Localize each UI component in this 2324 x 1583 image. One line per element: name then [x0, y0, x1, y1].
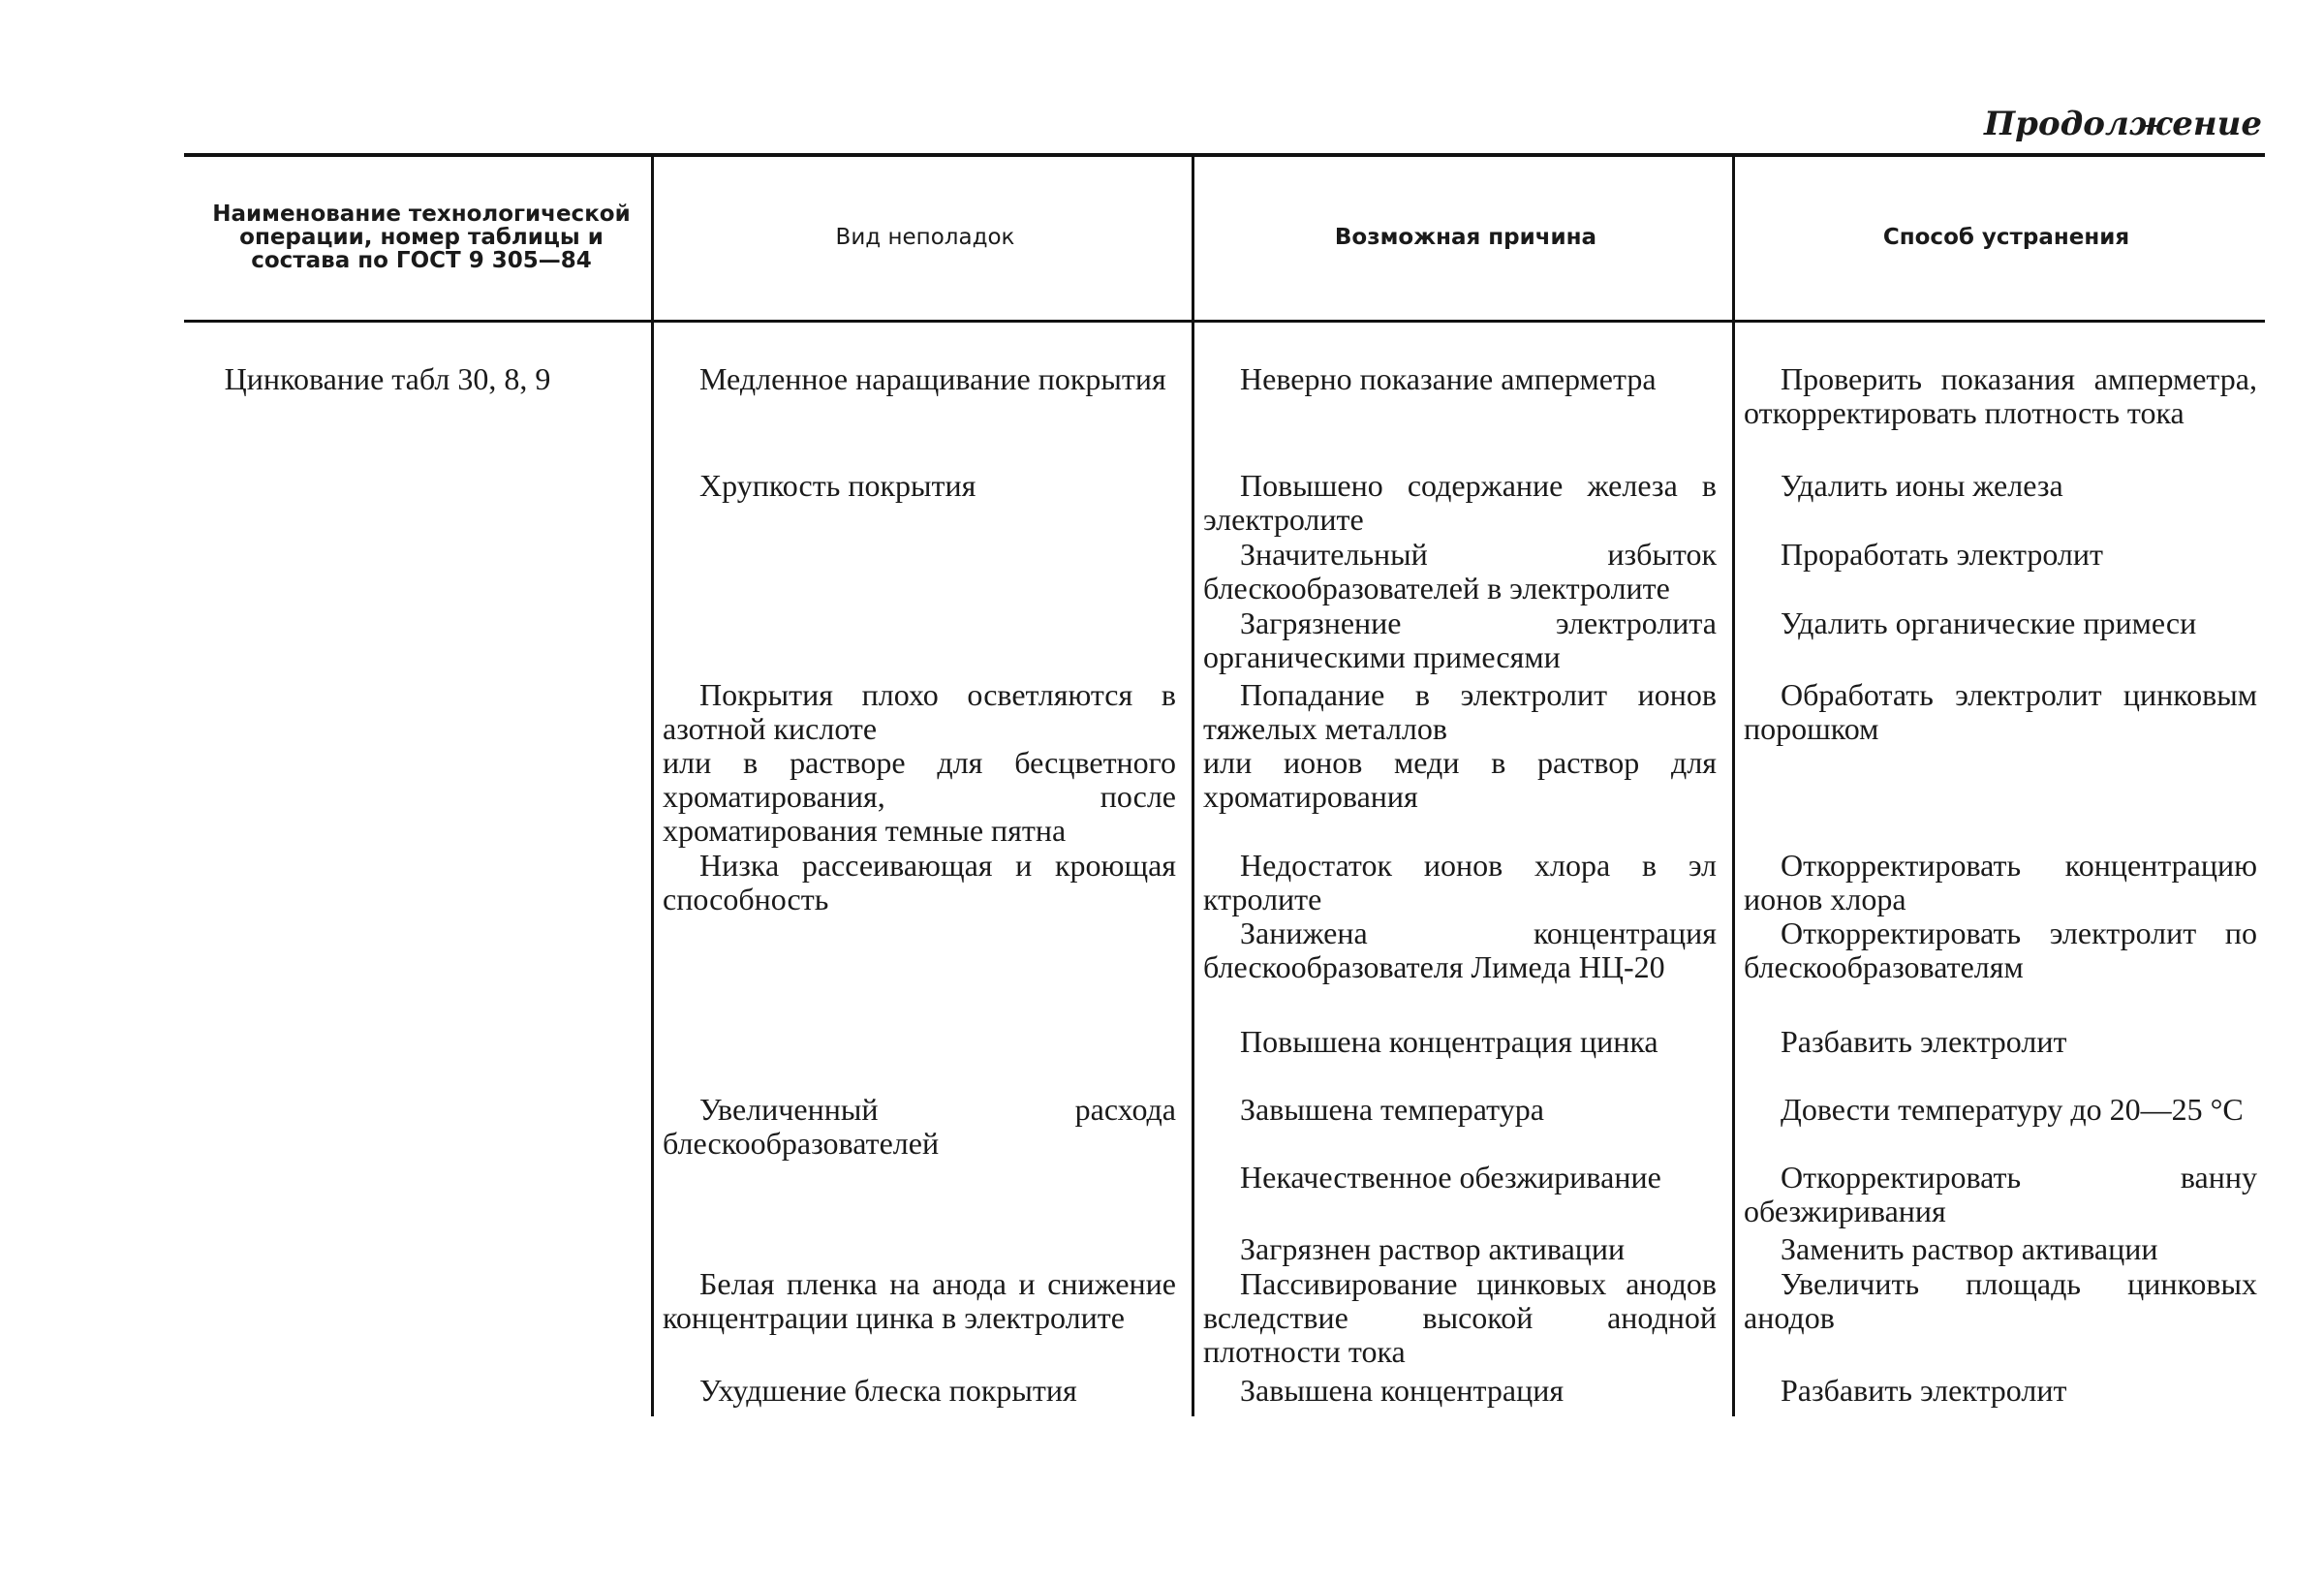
remedy-item: Удалить ионы железа: [1781, 468, 2063, 503]
cause-item: Повышено содержание железа в электролите: [1203, 468, 1717, 537]
column-divider-1: [651, 157, 654, 1416]
remedy-item: Разбавить электролит: [1781, 1373, 2067, 1408]
remedy-item: Разбавить электролит: [1781, 1024, 2067, 1059]
cause-item: Завышена температура: [1240, 1092, 1544, 1127]
cause-item: Неверно показание амперметра: [1240, 361, 1657, 396]
cause-item: Загрязнение электролита органическими примесями: [1203, 605, 1717, 674]
column-divider-3: [1732, 157, 1735, 1416]
header-operation: Наименование технологической операции, номер таблицы и состава по ГОСТ 9 305—84: [212, 202, 631, 273]
defect-item: Белая пленка на анода и снижение концентрации цинка в электролите: [663, 1266, 1176, 1335]
defect-item: Увеличенный расхода блескообразователей: [663, 1092, 1176, 1161]
header-remedy: Способ устранения: [1882, 225, 2130, 250]
cause-item: или ионов меди в раствор для хроматирования: [1203, 745, 1717, 814]
remedy-item: Откорректировать электролит по блескообразователям: [1744, 916, 2257, 984]
defect-item: Низка рассеивающая и кроющая способность: [663, 848, 1176, 916]
remedy-item: Откорректировать концентрацию ионов хлора: [1744, 848, 2257, 916]
remedy-item: Удалить органические примеси: [1781, 605, 2197, 640]
cause-item: Пассивирование цинковых анодов вследствие высокой анодной плотности тока: [1203, 1266, 1717, 1369]
remedy-item: Заменить раствор активации: [1781, 1231, 2158, 1266]
cause-item: Попадание в электролит ионов тяжелых металлов: [1203, 677, 1717, 746]
defect-item: Медленное наращивание покрытия: [699, 361, 1166, 396]
remedy-item: Проработать электролит: [1781, 537, 2103, 572]
cause-item: Завышена концентрация: [1240, 1373, 1565, 1408]
cause-item: Некачественное обезжиривание: [1240, 1160, 1661, 1195]
header-bottom-rule: [184, 320, 2265, 323]
defect-item: или в растворе для бесцветного хроматирования, после хроматирования темные пятна: [663, 745, 1176, 848]
defect-item: Покрытия плохо осветляются в азотной кислоте: [663, 677, 1176, 746]
remedy-item: Обработать электролит цинковым порошком: [1744, 677, 2257, 746]
column-divider-2: [1192, 157, 1194, 1416]
defect-item: Ухудшение блеска покрытия: [699, 1373, 1077, 1408]
cause-item: Повышена концентрация цинка: [1240, 1024, 1658, 1059]
continuation-label: Продолжение: [1984, 105, 2262, 143]
cause-item: Недостаток ионов хлора в эл ктролите: [1203, 848, 1717, 916]
defect-item: Хрупкость покрытия: [699, 468, 976, 503]
operation-cell: Цинкование табл 30, 8, 9: [224, 361, 551, 396]
remedy-item: Проверить показания амперметра, откорректировать плотность тока: [1744, 361, 2257, 430]
cause-item: Значительный избыток блескообразователей в электролите: [1203, 537, 1717, 605]
header-cause: Возможная причина: [1334, 225, 1597, 250]
remedy-item: Увеличить площадь цинковых анодов: [1744, 1266, 2257, 1335]
remedy-item: Довести температуру до 20—25 °С: [1781, 1092, 2244, 1127]
cause-item: Занижена концентрация блескообразователя Лимеда НЦ-20: [1203, 916, 1717, 984]
remedy-item: Откорректировать ванну обезжиривания: [1744, 1160, 2257, 1228]
cause-item: Загрязнен раствор активации: [1240, 1231, 1626, 1266]
header-defect: Вид неполадок: [835, 225, 1015, 250]
